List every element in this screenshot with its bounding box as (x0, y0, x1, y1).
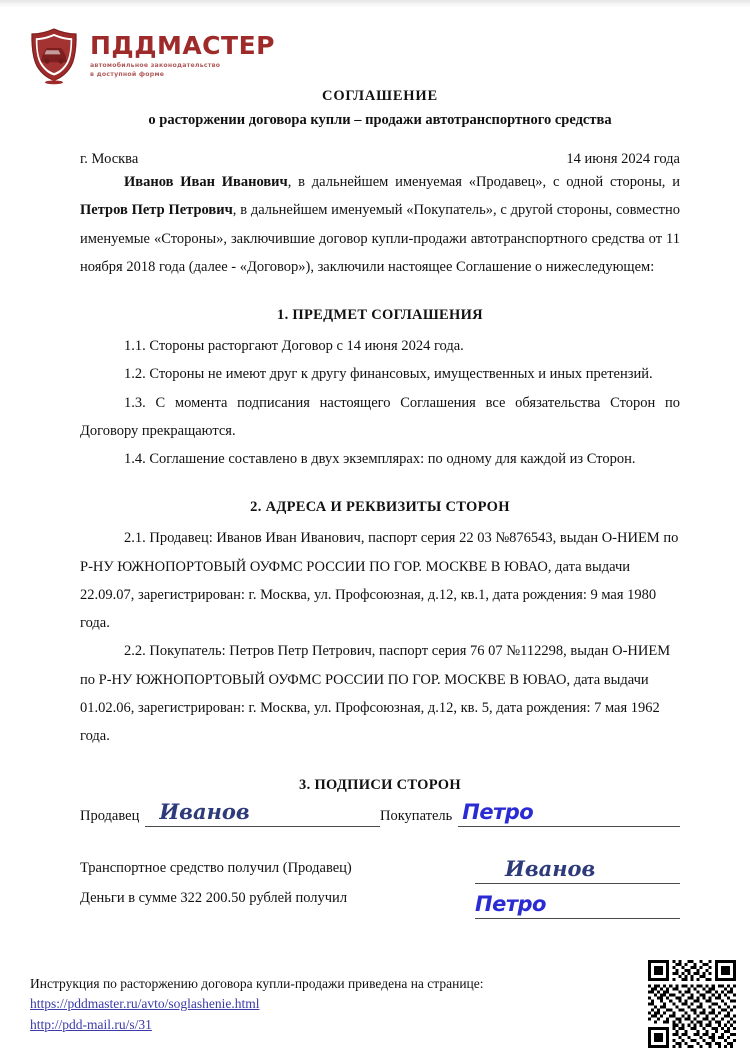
document-meta (80, 151, 680, 168)
receipt-block (80, 853, 680, 931)
logo-tagline (90, 61, 240, 80)
footer-link-secondary[interactable]: http://pdd-mail.ru/s/31 (30, 1016, 152, 1032)
document-content (80, 88, 680, 931)
receipt-signature-line-top[interactable] (475, 849, 680, 884)
buyer-signature-mark: Петро (462, 799, 534, 824)
seller-signature-mark: Иванов (159, 798, 250, 824)
seller-label: Продавец (80, 807, 140, 824)
buyer-signature-line[interactable] (458, 799, 680, 827)
intro-seller-rest: , в дальнейшем именуемая «Продавец», с одной стороны, и (287, 174, 680, 190)
receipt-signature-mark-buyer: Петро (475, 891, 546, 916)
clause-2-2: 2.2. Покупатель: Петров Петр Петрович, паспорт серия 76 07 №112298, выдан О-НИЕМ по Р-НУ ЮЖНОПОРТОВЫЙ ОУФМС РОССИИ ПО ГОР. МОСКВЕ В ЮВАО, дата выдачи 01.02.06, зарегистрирован: г. Москва, ул. Профсоюзная, д.12, кв. 5, дата рождения: 7 мая 1962 года. (80, 643, 671, 745)
seller-signature-line[interactable] (145, 798, 380, 827)
section-3-heading: 3. ПОДПИСИ СТОРОН (299, 776, 461, 793)
logo-tagline-line1: автомобильное законодательство (90, 61, 221, 69)
logo-tagline-line2: в доступной форме (90, 71, 165, 78)
clause-1-2: 1.2. Стороны не имеют друг к другу финансовых, имущественных и иных претензий. (124, 366, 653, 383)
footer-link-primary[interactable]: https://pddmaster.ru/avto/soglashenie.html (30, 996, 260, 1012)
clause-1-3: 1.3. С момента подписания настоящего Соглашения все обязательства Сторон по Договору прекращаются. (80, 394, 680, 439)
receipt-signature-mark-seller: Иванов (505, 855, 596, 881)
clause-1-1: 1.1. Стороны расторгают Договор с 14 июня 2024 года. (124, 338, 464, 355)
intro-seller-name: Иванов Иван Иванович (124, 174, 288, 190)
meta-date: 14 июня 2024 года (566, 151, 680, 167)
seller-signature-cell (80, 798, 380, 827)
receipt-signature-line-bottom[interactable] (475, 884, 680, 919)
site-logo[interactable] (24, 24, 275, 86)
shield-car-icon (24, 25, 84, 85)
receipt-vehicle-text: Транспортное средство получил (Продавец) (80, 859, 352, 876)
receipt-signature-area (475, 849, 680, 919)
meta-city: г. Москва (80, 151, 139, 167)
section-2-heading: 2. АДРЕСА И РЕКВИЗИТЫ СТОРОН (250, 499, 510, 516)
receipt-money-text: Деньги в сумме 322 200.50 рублей получил (80, 889, 348, 906)
buyer-signature-cell (380, 799, 680, 827)
intro-buyer-name: Петров Петр Петрович (80, 202, 233, 219)
page-subtitle: о расторжении договора купли – продажи автотранспортного средства (148, 112, 612, 128)
buyer-label: Покупатель (380, 807, 453, 824)
qr-code (648, 960, 736, 1048)
section-1-heading: 1. ПРЕДМЕТ СОГЛАШЕНИЯ (277, 307, 483, 324)
intro-paragraph (80, 168, 680, 281)
section-3 (80, 777, 680, 931)
clause-2-1: 2.1. Продавец: Иванов Иван Иванович, паспорт серия 22 03 №876543, выдан О-НИЕМ по Р-НУ ЮЖНОПОРТОВЫЙ ОУФМС РОССИИ ПО ГОР. МОСКВЕ В ЮВАО, дата выдачи 22.09.07, зарегистрирован: г. Москва, ул. Профсоюзная, д.12, кв.1, дата рождения: 9 мая 1980 года. (80, 530, 679, 632)
footer (30, 974, 630, 1035)
footer-instruction-text: Инструкция по расторжению договора купли-продажи приведена на странице: (30, 976, 484, 991)
section-2 (80, 499, 680, 750)
clause-1-4: 1.4. Соглашение составлено в двух экземплярах: по одному для каждой из Сторон. (124, 451, 636, 468)
intro-buyer-rest: , в дальнейшем именуемый «Покупатель», с другой стороны, совместно именуемые «Стороны», заключившие договор купли-продажи автотранспортного средства от 11 ноября 2018 года (далее - «Договор»), заключили настоящее Соглашение о нижеследующем: (80, 202, 680, 275)
logo-title: ПДДМАСТЕР (90, 30, 275, 60)
signature-row (80, 798, 680, 827)
page-title: СОГЛАШЕНИЕ (322, 88, 438, 104)
